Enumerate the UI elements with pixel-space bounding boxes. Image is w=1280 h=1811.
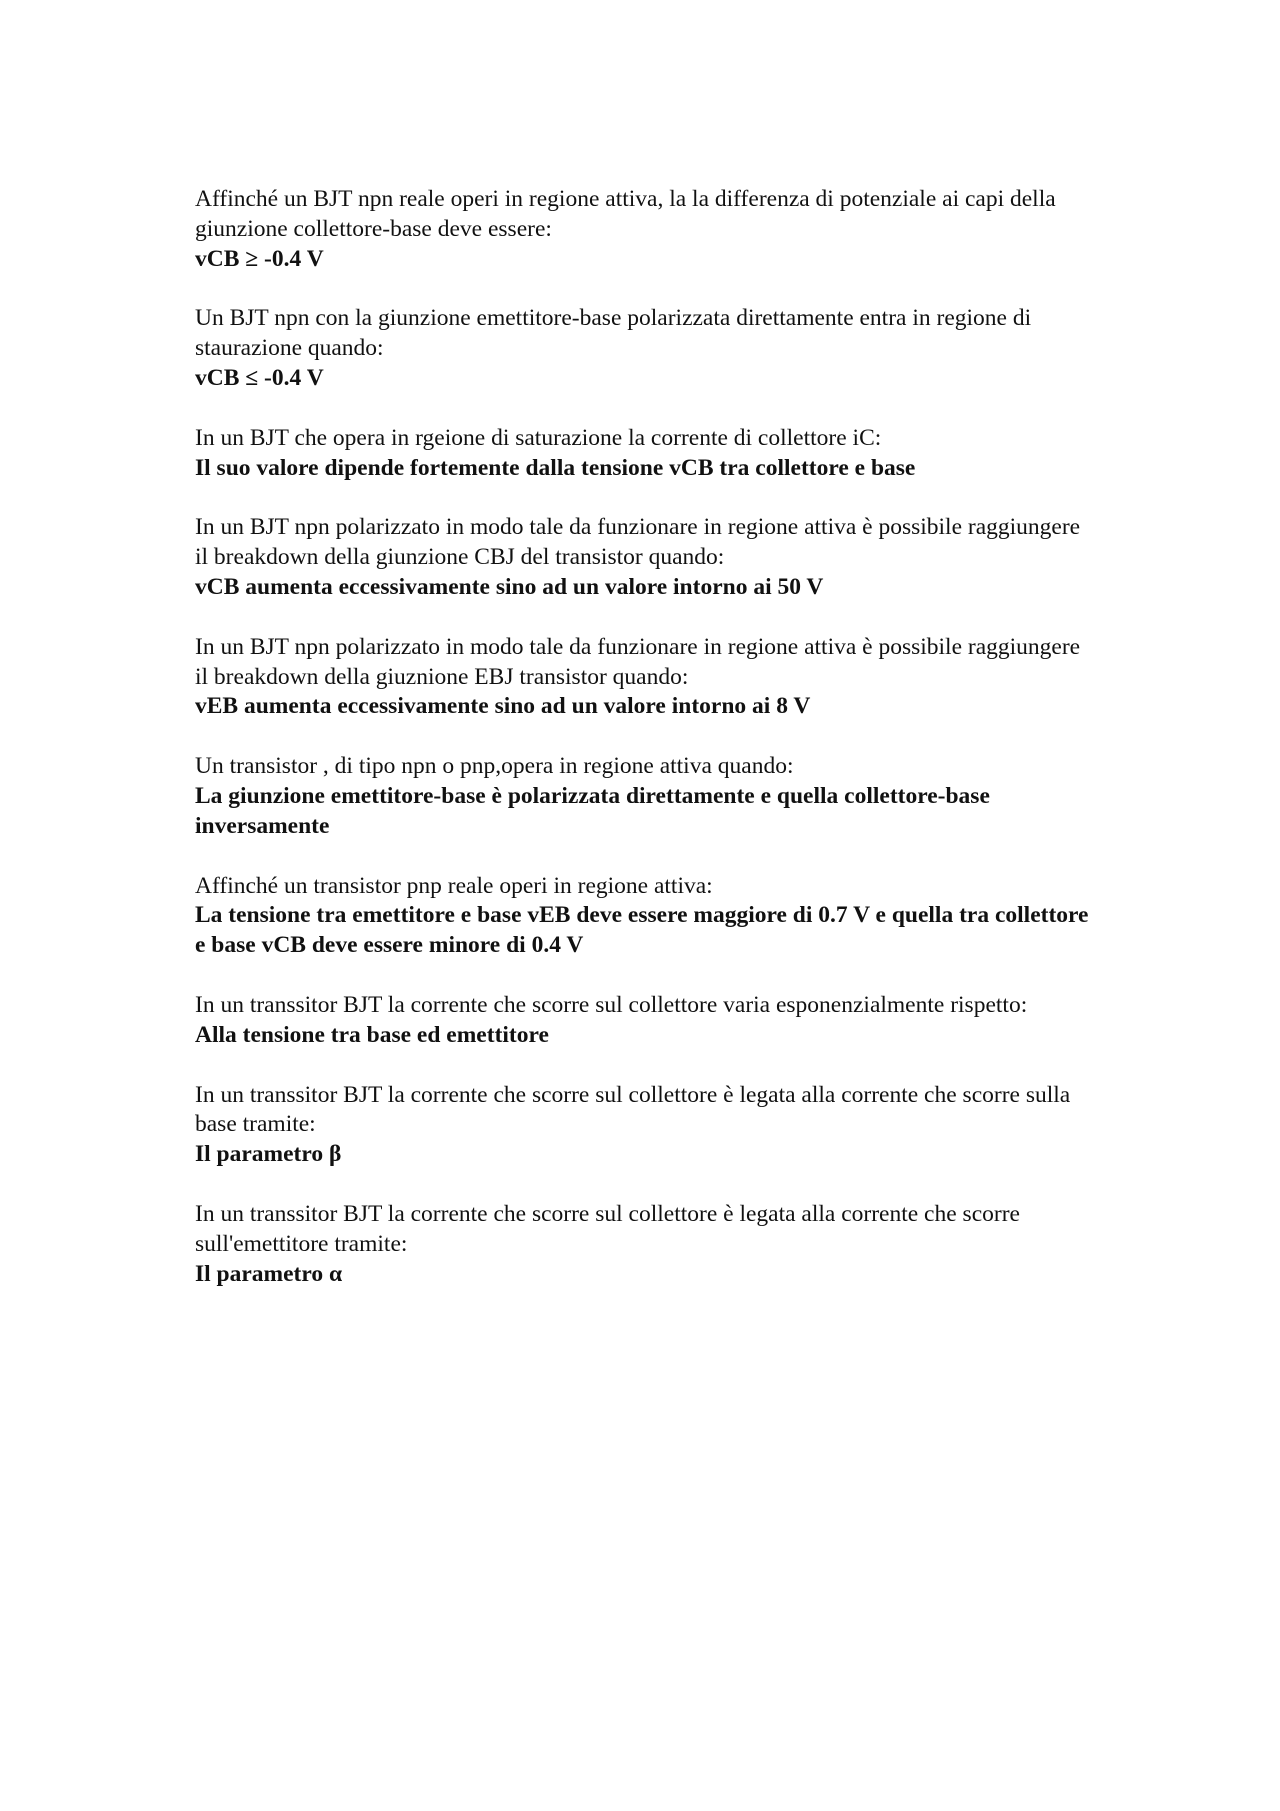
answer-text: vCB aumenta eccessivamente sino ad un valore intorno ai 50 V: [195, 573, 824, 600]
question-text: In un transsitor BJT la corrente che scorre sul collettore varia esponenzialmente rispetto:: [195, 991, 1028, 1018]
question-text: In un transsitor BJT la corrente che scorre sul collettore è legata alla corrente che scorre sulla base tramite:: [195, 1081, 1071, 1138]
qa-item: [195, 633, 1095, 722]
qa-item: [195, 991, 1095, 1051]
qa-item: [195, 304, 1095, 393]
question-text: In un BJT npn polarizzato in modo tale da funzionare in regione attiva è possibile raggiungere il breakdown della giunzione CBJ del transistor quando:: [195, 514, 1081, 571]
answer-text: vEB aumenta eccessivamente sino ad un valore intorno ai 8 V: [195, 693, 811, 720]
qa-item: [195, 513, 1095, 602]
qa-item: [195, 872, 1095, 961]
qa-item: [195, 1081, 1095, 1170]
qa-item: [195, 1200, 1095, 1289]
answer-text: Il suo valore dipende fortemente dalla tensione vCB tra collettore e base: [195, 454, 916, 481]
document-page: [195, 185, 1095, 1319]
answer-text: Il parametro α: [195, 1260, 343, 1287]
question-text: Affinché un BJT npn reale operi in regione attiva, la la differenza di potenziale ai capi della giunzione collettore-base deve essere:: [195, 186, 1056, 242]
question-text: Un transistor , di tipo npn o pnp,opera in regione attiva quando:: [195, 753, 794, 780]
question-text: Affinché un transistor pnp reale operi in regione attiva:: [195, 872, 713, 899]
answer-text: vCB ≥ -0.4 V: [195, 245, 324, 272]
qa-item: [195, 424, 1095, 484]
question-text: In un transsitor BJT la corrente che scorre sul collettore è legata alla corrente che scorre sull'emettitore tramite:: [195, 1200, 1020, 1257]
answer-text: Il parametro β: [195, 1141, 342, 1168]
answer-text: vCB ≤ -0.4 V: [195, 364, 324, 391]
question-text: Un BJT npn con la giunzione emettitore-base polarizzata direttamente entra in regione di staurazione quando:: [195, 305, 1032, 362]
answer-text: La giunzione emettitore-base è polarizzata direttamente e quella collettore-base inversamente: [195, 782, 990, 839]
answer-text: La tensione tra emettitore e base vEB deve essere maggiore di 0.7 V e quella tra collettore e base vCB deve essere minore di 0.4 V: [195, 902, 1089, 959]
answer-text: Alla tensione tra base ed emettitore: [195, 1021, 549, 1048]
qa-item: [195, 752, 1095, 841]
question-text: In un BJT che opera in rgeione di saturazione la corrente di collettore iC:: [195, 424, 882, 451]
qa-item: [195, 185, 1095, 274]
question-text: In un BJT npn polarizzato in modo tale da funzionare in regione attiva è possibile raggiungere il breakdown della giuznione EBJ transistor quando:: [195, 633, 1081, 690]
